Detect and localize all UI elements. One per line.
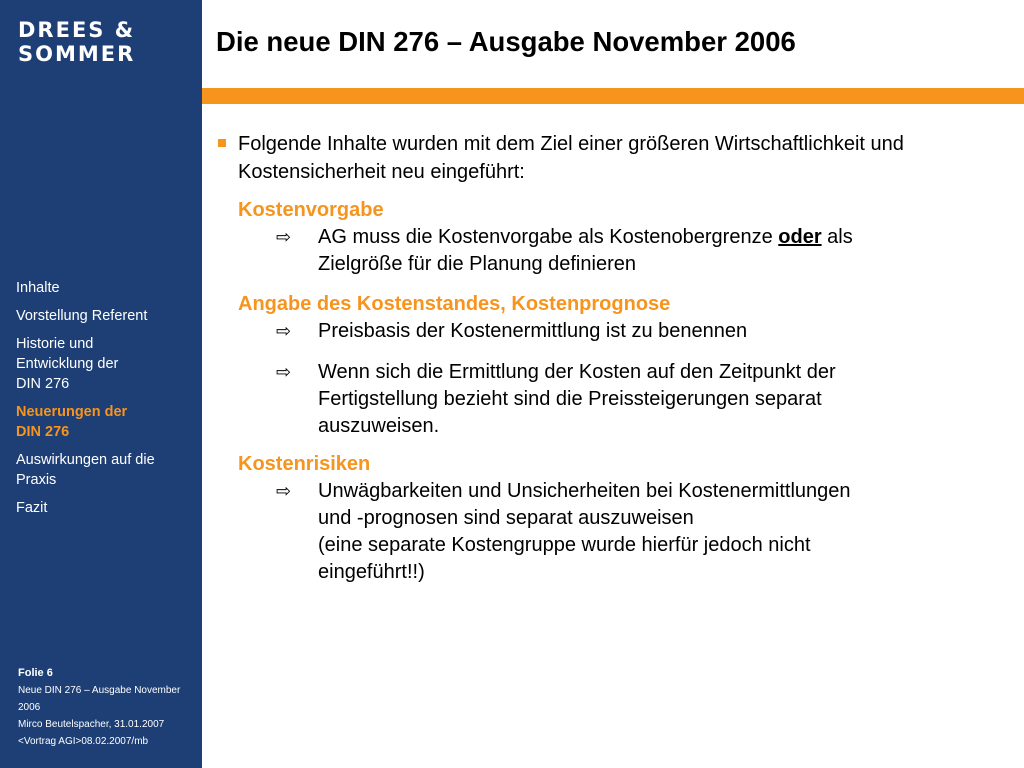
point-text: Wenn sich die Ermittlung der Kosten auf den Zeitpunkt der Fertigstellung bezieht sind die Preissteigerungen separat auszuweisen. xyxy=(318,361,836,437)
logo-line-2: SOMMER xyxy=(18,42,136,66)
sidebar xyxy=(0,0,202,768)
logo-line-1: DREES & xyxy=(18,18,136,42)
footer-line-2: Mirco Beutelspacher, 31.01.2007 xyxy=(18,719,165,730)
point-text-emphasis: oder xyxy=(778,226,822,248)
nav-item-auswirkungen[interactable]: Auswirkungen auf die Praxis xyxy=(16,452,155,488)
arrow-right-icon: ⇨ xyxy=(276,481,292,501)
nav-item-inhalte[interactable]: Inhalte xyxy=(16,280,60,296)
section-heading-kostenvorgabe: Kostenvorgabe xyxy=(238,199,384,221)
point-text-post: als Zielgröße für die Planung definieren xyxy=(318,226,853,275)
slide-number: Folie 6 xyxy=(18,667,53,679)
nav-item-neuerungen[interactable]: Neuerungen der DIN 276 xyxy=(16,404,128,440)
nav-item-fazit[interactable]: Fazit xyxy=(16,500,48,516)
agenda-nav xyxy=(16,278,196,526)
footer-line-1: Neue DIN 276 – Ausgabe November 2006 xyxy=(18,685,181,713)
nav-item-vorstellung[interactable]: Vorstellung Referent xyxy=(16,308,148,324)
arrow-right-icon: ⇨ xyxy=(276,321,292,341)
accent-bar xyxy=(202,88,1024,104)
point-text xyxy=(318,224,853,278)
point-text: Unwägbarkeiten und Unsicherheiten bei Kostenermittlungen und -prognosen sind separat auszuweisen (eine separate Kostengruppe wurde hierfür jedoch nicht eingeführt!!) xyxy=(318,480,851,583)
footer-line-3: <Vortrag AGI>08.02.2007/mb xyxy=(18,736,149,747)
slide-content xyxy=(218,130,1008,586)
list-item xyxy=(276,359,1008,440)
company-logo xyxy=(18,18,135,66)
page-title: Die neue DIN 276 – Ausgabe November 2006 xyxy=(216,26,796,57)
list-item xyxy=(276,318,1008,345)
point-text: Preisbasis der Kostenermittlung ist zu benennen xyxy=(318,320,748,342)
square-bullet-icon xyxy=(218,139,226,147)
intro-text: Folgende Inhalte wurden mit dem Ziel einer größeren Wirtschaftlichkeit und Kostensicherheit neu eingeführt: xyxy=(238,133,904,183)
section-heading-kostenstand: Angabe des Kostenstandes, Kostenprognose xyxy=(238,293,671,315)
list-item xyxy=(276,478,1008,586)
arrow-right-icon: ⇨ xyxy=(276,362,292,382)
intro-bullet xyxy=(218,130,1008,186)
slide-footer xyxy=(18,665,202,750)
arrow-right-icon: ⇨ xyxy=(276,227,292,247)
point-text-pre: AG muss die Kostenvorgabe als Kostenobergrenze xyxy=(318,226,779,248)
list-item xyxy=(276,224,1008,278)
section-heading-kostenrisiken: Kostenrisiken xyxy=(238,453,371,475)
nav-item-historie[interactable]: Historie und Entwicklung der DIN 276 xyxy=(16,336,119,392)
